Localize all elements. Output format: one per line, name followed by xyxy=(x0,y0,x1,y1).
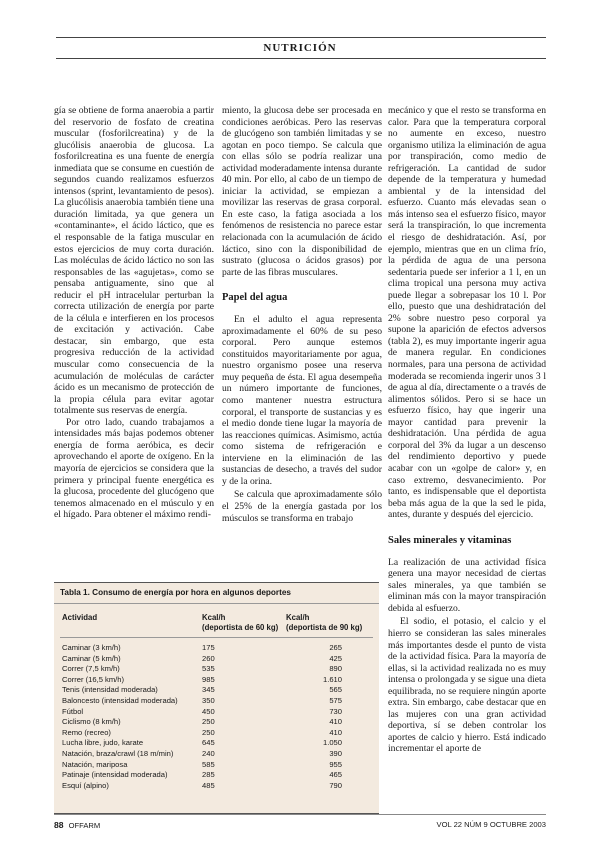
table-row xyxy=(54,685,379,696)
cell-kcal-90: 575 xyxy=(329,695,342,705)
footer-left xyxy=(54,820,100,830)
paragraph: mecánico y que el resto se transforma en calor. Para que la temperatura corporal no aumente en exceso, nuestro organismo utiliza la eliminación de agua por transpiración, como medio de refrigeración. La cantidad de sudor depende de la temperatura y humedad ambiental y de la intensidad del esfuerzo. Cuanto más elevadas sean o más intenso sea el esfuerzo físico, mayor será la transpiración, lo que incrementa el riesgo de deshidratación. Así, por ejemplo, mientras que en un clima frío, la pérdida de agua de una persona sedentaria puede ser inferior a 1 l, en un clima tropical una persona muy activa puede llegar a sobrepasar los 10 l. Por ello, puesto que una deshidratación del 2% sobre nuestro peso corporal ya supone la aparición de efectos adversos (tabla 2), es muy importante ingerir agua de manera regular. En condiciones normales, para una persona de actividad moderada se recomienda ingerir unos 3 l de agua al día, directamente o a través de alimentos sólidos. Pero si se hace un esfuerzo físico, hay que ingerir una mayor cantidad para prevenir la deshidratación. Una pérdida de agua corporal del 3% da lugar a un descenso del rendimiento deportivo y puede acabar con un «golpe de calor» y, en caso extremo, desvanecimiento. Por tanto, es indispensable que el deportista beba más agua de la que la sed le pida, antes, durante y después del ejercicio. xyxy=(388,105,546,521)
cell-kcal-90: 955 xyxy=(329,759,342,769)
cell-kcal-90: 730 xyxy=(329,706,342,716)
cell-kcal-90: 1.610 xyxy=(322,674,342,684)
table-row xyxy=(54,781,379,792)
header-line: (deportista de 60 kg) xyxy=(202,623,279,632)
footer-rule xyxy=(54,814,546,815)
header-rule xyxy=(56,37,546,38)
column-2 xyxy=(222,105,382,573)
cell-kcal-60: 250 xyxy=(202,717,215,727)
header-line: Kcal/h xyxy=(286,613,310,622)
cell-kcal-90: 790 xyxy=(329,780,342,790)
cell-kcal-60: 585 xyxy=(202,759,215,769)
table-row xyxy=(54,760,379,771)
header-line: Kcal/h xyxy=(202,613,226,622)
cell-activity: Baloncesto (intensidad moderada) xyxy=(62,695,178,705)
header-rule-bottom xyxy=(56,58,546,59)
cell-activity: Lucha libre, judo, karate xyxy=(62,738,144,748)
table-row xyxy=(54,728,379,739)
energy-table xyxy=(54,582,379,814)
paragraph: Por otro lado, cuando trabajamos a intensidades más bajas podemos obtener energía de forma aeróbica, es decir aprovechando el aporte de oxígeno. En la mayoría de ejercicios se considera que la primera y principal fuente energética es la glucosa, procedente del glucógeno que tenemos almacenado en el músculo y en el hígado. Para obtener el máximo rendi- xyxy=(54,416,214,521)
cell-activity: Correr (7,5 km/h) xyxy=(62,664,120,674)
cell-kcal-60: 450 xyxy=(202,706,215,716)
cell-kcal-60: 645 xyxy=(202,738,215,748)
cell-kcal-60: 350 xyxy=(202,695,215,705)
cell-kcal-90: 465 xyxy=(329,770,342,780)
cell-activity: Fútbol xyxy=(62,706,84,716)
section-title: NUTRICIÓN xyxy=(263,42,337,54)
table-row xyxy=(54,696,379,707)
divider xyxy=(54,603,379,604)
table-row xyxy=(54,664,379,675)
column-1 xyxy=(54,105,214,573)
cell-activity: Tenis (intensidad moderada) xyxy=(62,685,158,695)
cell-kcal-90: 425 xyxy=(329,653,342,663)
paragraph: gía se obtiene de forma anaerobia a partir del reservorio de fosfato de creatina muscular (fosforilcreatina) y de la glucólisis anaerobia de glucosa. La fosforilcreatina es una fuente de energía inmediata que se consume en cuestión de segundos cuando realizamos esfuerzos intensos (sprint, levantamiento de pesos). La glucólisis anaerobia también tiene una duración limitada, ya que genera un «contaminante», el ácido láctico, que es el responsable de la fatiga muscular en estos ejercicios de muy corta duración. Las moléculas de ácido láctico no son las responsables de las «agujetas», como se pensaba antiguamente, sino que al reducir el pH intracelular perturban la correcta utilización de energía por parte de la célula e interfieren en los procesos de excitación y activación. Cabe destacar, sin embargo, que esta progresiva reducción de la actividad muscular como consecuencia de la acumulación de moléculas de carácter ácido es un mecanismo de protección de la propia célula para evitar agotar totalmente sus reservas de energía. xyxy=(54,105,214,417)
column-header-kcal-60 xyxy=(202,613,278,633)
table-row xyxy=(54,707,379,718)
table-row xyxy=(54,654,379,665)
cell-kcal-60: 260 xyxy=(202,653,215,663)
table-row xyxy=(54,749,379,760)
column-header-activity: Actividad xyxy=(62,613,98,622)
cell-kcal-90: 565 xyxy=(329,685,342,695)
cell-activity: Natación, braza/crawl (18 m/min) xyxy=(62,748,174,758)
cell-kcal-60: 240 xyxy=(202,748,215,758)
cell-activity: Correr (16,5 km/h) xyxy=(62,674,125,684)
table-row xyxy=(54,717,379,728)
cell-kcal-90: 890 xyxy=(329,664,342,674)
divider xyxy=(60,637,373,638)
cell-kcal-60: 345 xyxy=(202,685,215,695)
section-heading: Sales minerales y vitaminas xyxy=(388,534,512,546)
cell-activity: Natación, mariposa xyxy=(62,759,128,769)
section-heading: Papel del agua xyxy=(222,292,288,304)
cell-kcal-90: 390 xyxy=(329,748,342,758)
page-number: 88 xyxy=(54,820,64,830)
cell-kcal-60: 985 xyxy=(202,674,215,684)
cell-activity: Esquí (alpino) xyxy=(62,780,109,790)
cell-activity: Remo (recreo) xyxy=(62,727,111,737)
cell-activity: Caminar (3 km/h) xyxy=(62,643,121,652)
table-row xyxy=(54,675,379,686)
cell-kcal-60: 535 xyxy=(202,664,215,674)
paragraph: La realización de una actividad física genera una mayor necesidad de ciertas sales minerales, ya que también se eliminan más con la mayor transpiración debida al esfuerzo. xyxy=(388,556,546,614)
table-body xyxy=(54,643,379,791)
column-3 xyxy=(388,105,546,813)
cell-kcal-90: 1.050 xyxy=(322,738,342,748)
cell-kcal-60: 250 xyxy=(202,727,215,737)
issue-info: VOL 22 NÚM 9 OCTUBRE 2003 xyxy=(436,820,546,829)
table-title: Tabla 1. Consumo de energía por hora en algunos deportes xyxy=(60,588,291,597)
header-line: (deportista de 90 kg) xyxy=(286,623,363,632)
cell-activity: Ciclismo (8 km/h) xyxy=(62,717,121,727)
cell-activity: Caminar (5 km/h) xyxy=(62,653,121,663)
cell-kcal-90: 410 xyxy=(329,717,342,727)
paragraph: En el adulto el agua representa aproximadamente el 60% de su peso corporal. Pero aunque estemos constituidos mayoritariamente por agua, nuestro organismo posee una reserva muy pequeña de ésta. El agua desempeña un número importante de funciones, como mantener nuestra estructura corporal, el transporte de sustancias y es el medio donde tiene lugar la mayoría de las reacciones químicas. Asimismo, actúa como sistema de refrigeración e interviene en la eliminación de las sustancias de desecho, a través del sudor y de la orina. xyxy=(222,314,382,487)
cell-kcal-60: 175 xyxy=(202,643,215,652)
journal-name: OFFARM xyxy=(68,821,101,830)
table-row xyxy=(54,738,379,749)
column-header-kcal-90 xyxy=(286,613,362,633)
cell-kcal-90: 265 xyxy=(329,643,342,652)
table-row xyxy=(54,770,379,781)
paragraph: Se calcula que aproximadamente sólo el 25% de la energía gastada por los músculos se transforma en trabajo xyxy=(222,489,382,524)
paragraph: miento, la glucosa debe ser procesada en condiciones aeróbicas. Pero las reservas de glucógeno son también limitadas y se agotan en poco tiempo. Se calcula que con ellas sólo se podría realizar una actividad moderadamente intensa durante 40 min. Por ello, al cabo de un tiempo de iniciar la actividad, se empiezan a movilizar las reservas de grasa corporal. En este caso, la fatiga asociada a los fenómenos de resistencia no parece estar relacionada con la acumulación de ácido láctico, sino con la disponibilidad de sustrato (glucosa o ácidos grasos) por parte de las fibras musculares. xyxy=(222,105,382,278)
table-row xyxy=(54,643,379,654)
cell-kcal-90: 410 xyxy=(329,727,342,737)
cell-kcal-60: 285 xyxy=(202,770,215,780)
paragraph: El sodio, el potasio, el calcio y el hierro se consideran las sales minerales más importantes desde el punto de vista de la actividad física. Para la mayoría de ellas, si la actividad realizada no es muy intensa o prolongada y se sigue una dieta equilibrada, no se requiere ningún aporte extra. Sin embargo, cabe destacar que en las mujeres con una gran actividad deportiva, sí se deben controlar los aportes de calcio y hierro. Está indicado incrementar el aporte de xyxy=(388,616,546,755)
cell-kcal-60: 485 xyxy=(202,780,215,790)
cell-activity: Patinaje (intensidad moderada) xyxy=(62,770,168,780)
